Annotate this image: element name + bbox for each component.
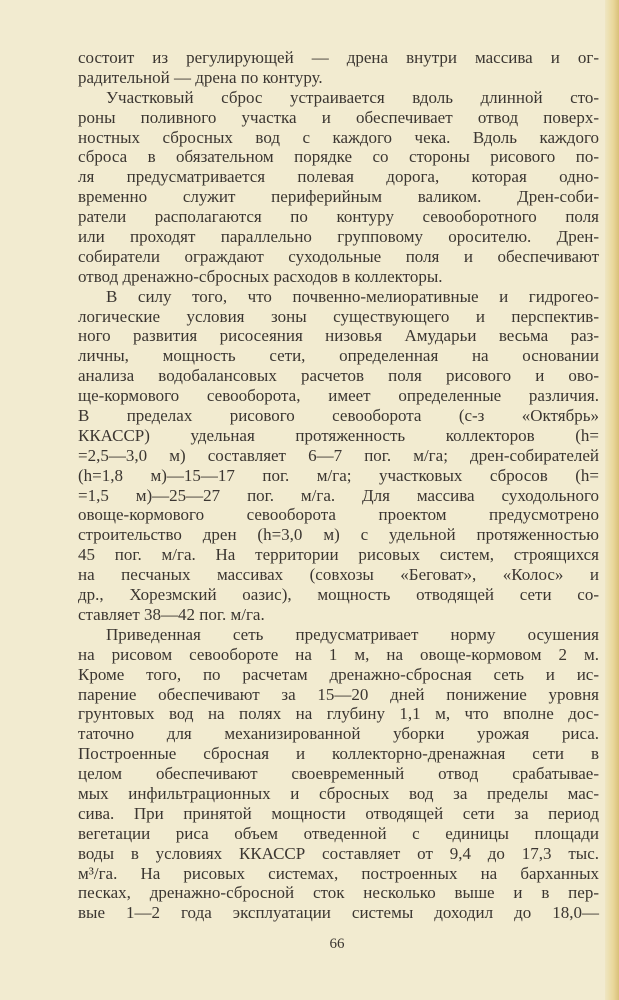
text-line: анализа водобалансовых расчетов поля рисового и ово- xyxy=(78,366,599,386)
text-line: ставляет 38—42 пог. м/га. xyxy=(78,604,265,624)
page-number: 66 xyxy=(329,936,345,952)
text-line: вегетации риса объем отведенной с единицы площади xyxy=(78,823,599,843)
text-line: ратели располагаются по контуру севооборотного поля xyxy=(78,207,599,227)
text-line: ще-кормового севооборота, имеет определенные различия. xyxy=(78,386,599,406)
text-line: Построенные сбросная и коллекторно-дренажная сети в xyxy=(78,744,599,764)
paragraph xyxy=(78,48,599,88)
text-line: 45 пог. м/га. На территории рисовых систем, строящихся xyxy=(78,545,599,565)
paragraph xyxy=(78,287,599,625)
text-line: ККАССР) удельная протяженность коллекторов (h= xyxy=(78,425,599,445)
text-line: роны поливного участка и обеспечивает отвод поверх- xyxy=(78,107,599,127)
text-line: В силу того, что почвенно-мелиоративные и гидрогео- xyxy=(106,286,599,306)
text-line: временно служит периферийным валиком. Дрен-соби- xyxy=(78,187,599,207)
text-line: (h=1,8 м)—15—17 пог. м/га; участковых сбросов (h= xyxy=(78,465,599,485)
text-line: Приведенная сеть предусматривает норму осушения xyxy=(106,624,599,644)
text-line: отвод дренажно-сбросных расходов в коллекторы. xyxy=(78,266,443,286)
text-line: мых инфильтрационных и сбросных вод за пределы мас- xyxy=(78,783,599,803)
text-line: состоит из регулирующей — дрена внутри массива и ог- xyxy=(78,48,599,67)
text-line: личны, мощность сети, определенная на основании xyxy=(78,346,599,366)
text-line: строительство дрен (h=3,0 м) с удельной протяженностью xyxy=(78,525,599,545)
text-line: парение обеспечивают за 15—20 дней понижение уровня xyxy=(78,684,599,704)
text-line: ного развития рисосеяния низовья Амударьи весьма раз- xyxy=(78,326,599,346)
text-line: овоще-кормового севооборота проектом предусмотрено xyxy=(78,505,599,525)
text-line: ля предусматривается полевая дорога, которая одно- xyxy=(78,167,599,187)
text-line: целом обеспечивают своевременный отвод срабатывае- xyxy=(78,764,599,784)
text-line: В пределах рисового севооборота (с-з «Октябрь» xyxy=(78,406,599,426)
paragraph xyxy=(78,625,599,923)
text-line: сива. При принятой мощности отводящей сети за период xyxy=(78,803,599,823)
text-line: =1,5 м)—25—27 пог. м/га. Для массива суходольного xyxy=(78,485,599,505)
book-page-text xyxy=(78,48,599,923)
text-line: на рисовом севообороте на 1 м, на овоще-кормовом 2 м. xyxy=(78,644,599,664)
text-line: песках, дренажно-сбросной сток несколько выше и в пер- xyxy=(78,883,599,903)
text-line: Участковый сброс устраивается вдоль длинной сто- xyxy=(106,87,599,107)
text-line: воды в условиях ККАССР составляет от 9,4 до 17,3 тыс. xyxy=(78,843,599,863)
text-line: вые 1—2 года эксплуатации системы доходил до 18,0— xyxy=(78,903,599,923)
text-line: собиратели ограждают суходольные поля и обеспечивают xyxy=(78,246,599,266)
paragraph xyxy=(78,88,599,287)
text-line: грунтовых вод на полях на глубину 1,1 м, что вполне дос- xyxy=(78,704,599,724)
page-edge xyxy=(605,0,619,1000)
text-line: радительной — дрена по контуру. xyxy=(78,67,323,87)
text-line: или проходят параллельно групповому оросителю. Дрен- xyxy=(78,227,599,247)
text-line: сброса в обязательном порядке со стороны рисового по- xyxy=(78,147,599,167)
text-line: =2,5—3,0 м) составляет 6—7 пог. м/га; дрен-собирателей xyxy=(78,445,599,465)
text-line: таточно для механизированной уборки урожая риса. xyxy=(78,724,599,744)
text-line: м³/га. На рисовых системах, построенных на барханных xyxy=(78,863,599,883)
text-line: на песчаных массивах (совхозы «Беговат», «Колос» и xyxy=(78,565,599,585)
text-line: др., Хорезмский оазис), мощность отводящей сети со- xyxy=(78,585,599,605)
text-line: Кроме того, по расчетам дренажно-сбросная сеть и ис- xyxy=(78,664,599,684)
text-line: ностных сбросных вод с каждого чека. Вдоль каждого xyxy=(78,127,599,147)
text-line: логические условия зоны существующего и перспектив- xyxy=(78,306,599,326)
